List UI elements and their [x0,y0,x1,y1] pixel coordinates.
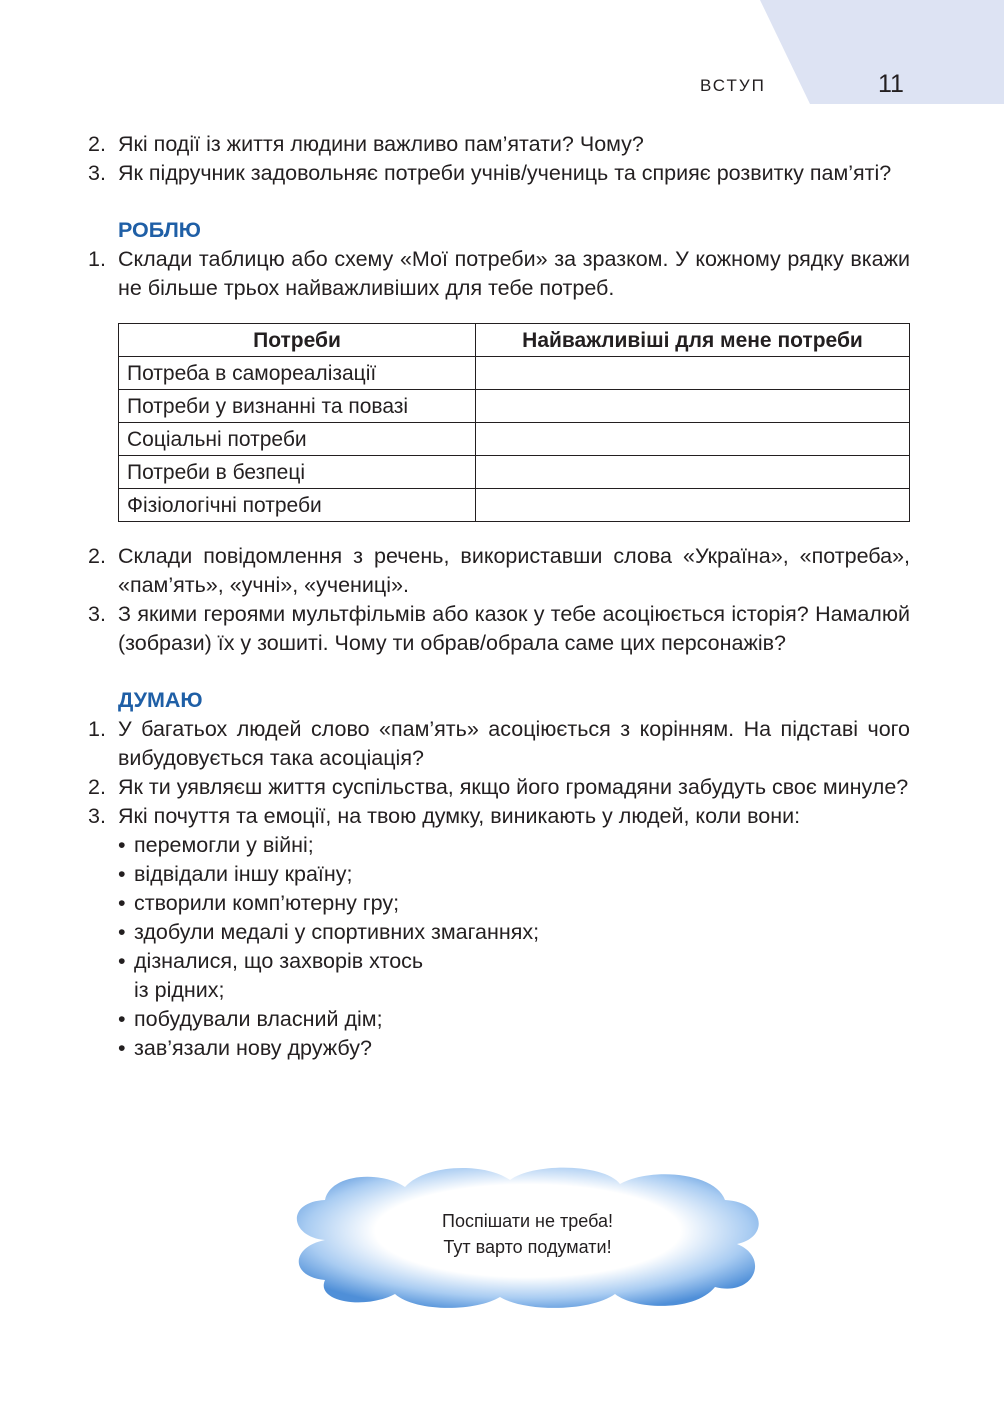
table-row [119,456,910,489]
bullet-icon: • [118,862,126,886]
table-row [119,423,910,456]
table-cell-empty [476,489,910,522]
bullet-icon: • [118,920,126,944]
corner-decoration [0,0,1004,110]
bullet-icon: • [118,833,126,857]
table-cell-empty [476,357,910,390]
table-cell: Соціальні потреби [119,423,476,456]
list-item: • відвідали іншу країну; [118,860,910,889]
list-item: • здобули медалі у спортивних змаганнях; [118,918,910,947]
bullet-icon: • [118,949,126,973]
table-cell-empty [476,390,910,423]
question: 3. Які почуття та емоції, на твою думку, виникають у людей, коли вони: [88,804,801,828]
intro-question: 2. Які події із життя людини важливо пам’ятати? Чому? [88,132,644,156]
list-item: • перемогли у війні; [118,831,910,860]
section-heading-roblyu: РОБЛЮ [118,218,201,242]
task: 1. Склади таблицю або схему «Мої потреби» за зразком. У кожному рядку вкажи не більше трьох найважливіших для тебе потреб. [88,247,910,300]
needs-table [118,323,910,522]
table-cell: Потреба в самореалізації [119,357,476,390]
intro-question: 3. Як підручник задовольняє потреби учнів/учениць та сприяє розвитку пам’яті? [88,161,892,185]
main-content [88,130,910,1063]
table-cell-empty [476,423,910,456]
table-header-row [119,324,910,357]
table-row [119,489,910,522]
bullet-icon: • [118,1007,126,1031]
bullet-icon: • [118,1036,126,1060]
table-cell: Фізіологічні потреби [119,489,476,522]
question: 1. У багатьох людей слово «пам’ять» асоціюється з корінням. На підставі чого вибудовується така асоціація? [88,717,910,770]
table-header: Потреби [119,324,476,357]
bullet-list [118,831,910,1063]
table-row [119,357,910,390]
cloud-caption: Поспішати не треба! Тут варто подумати! [442,1211,613,1257]
list-item: • зав’язали нову дружбу? [118,1034,910,1063]
table-cell-empty [476,456,910,489]
table-cell: Потреби в безпеці [119,456,476,489]
task: 3. З якими героями мультфільмів або казок у тебе асоціюється історія? Намалюй (зобрази) їх у зошиті. Чому ти обрав/обрала саме цих персонажів? [88,602,910,655]
table-header: Найважливіші для мене потреби [476,324,910,357]
section-heading-dumayu: ДУМАЮ [118,688,203,712]
question: 2. Як ти уявляєш життя суспільства, якщо його громадяни забудуть своє минуле? [88,775,909,799]
bullet-icon: • [118,891,126,915]
table-row [119,390,910,423]
list-item: • створили комп’ютерну гру; [118,889,910,918]
task: 2. Склади повідомлення з речень, використавши слова «Україна», «потреба», «пам’ять», «учні», «учениці». [88,544,910,597]
list-item: • дізналися, що захворів хтось [118,947,910,976]
list-item-continuation: із рідних; [134,978,225,1002]
list-item: • побудували власний дім; [118,1005,910,1034]
table-cell: Потреби у визнанні та повазі [119,390,476,423]
page-number: 11 [878,70,904,98]
running-header: ВСТУП [700,76,766,95]
